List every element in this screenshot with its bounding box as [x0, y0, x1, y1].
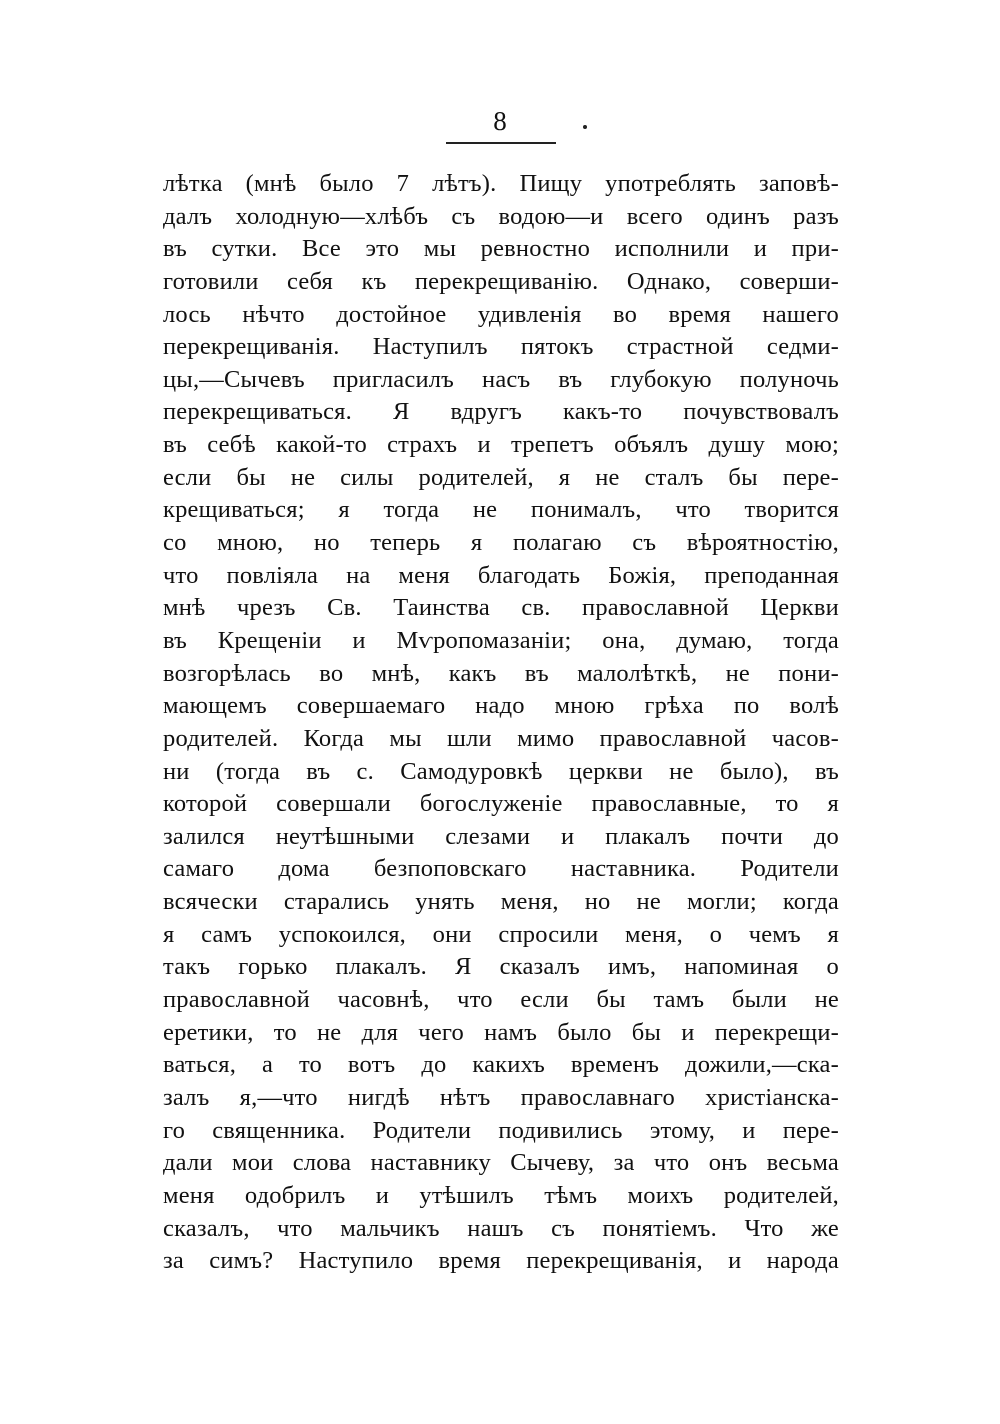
text-line: перекрещиваться. Я вдругъ какъ-то почувствовалъ — [163, 398, 839, 426]
text-line: лось нѣчто достойное удивленія во время нашего — [163, 300, 839, 328]
text-line: перекрещиванія. Наступилъ пятокъ страстной седми- — [163, 333, 839, 361]
text-line: сказалъ, что мальчикъ нашъ съ понятіемъ. Что же — [163, 1214, 839, 1242]
text-line: ваться, а то вотъ до какихъ временъ дожили,—ска- — [163, 1051, 839, 1079]
text-line: мающемъ совершаемаго надо мною грѣха по волѣ — [163, 692, 839, 720]
text-line: цы,—Сычевъ пригласилъ насъ въ глубокую полуночь — [163, 365, 839, 393]
text-line: самаго дома безпоповскаго наставника. Родители — [163, 855, 839, 883]
text-line: залъ я,—что нигдѣ нѣтъ православнаго христіанска- — [163, 1083, 839, 1111]
text-line: дали мои слова наставнику Сычеву, за что онъ весьма — [163, 1149, 839, 1177]
text-line: мнѣ чрезъ Св. Таинства св. православной Церкви — [163, 594, 839, 622]
text-line: за симъ? Наступило время перекрещиванія, и народа — [163, 1247, 839, 1275]
text-line: такъ горько плакалъ. Я сказалъ имъ, напоминая о — [163, 953, 839, 981]
text-line: залился неутѣшными слезами и плакалъ почти до — [163, 822, 839, 850]
page-number-rule — [446, 142, 556, 144]
text-line: возгорѣлась во мнѣ, какъ въ малолѣткѣ, не пони- — [163, 659, 839, 687]
text-line: православной часовнѣ, что если бы тамъ были не — [163, 986, 839, 1014]
text-line: готовили себя къ перекрещиванію. Однако, соверши- — [163, 267, 839, 295]
text-line: въ Крещеніи и Мѵропомазаніи; она, думаю, тогда — [163, 626, 839, 654]
text-line: лѣтка (мнѣ было 7 лѣтъ). Пищу употреблять заповѣ- — [163, 170, 839, 197]
text-line: въ себѣ какой-то страхъ и трепетъ объялъ душу мою; — [163, 431, 839, 459]
text-line: далъ холодную—хлѣбъ съ водою—и всего одинъ разъ — [163, 202, 839, 230]
text-line: меня одобрилъ и утѣшилъ тѣмъ моихъ родителей, — [163, 1181, 839, 1209]
text-line: крещиваться; я тогда не понималъ, что творится — [163, 496, 839, 524]
text-line: если бы не силы родителей, я не сталъ бы пере- — [163, 463, 839, 491]
text-line: го священника. Родители подивились этому, и пере- — [163, 1116, 839, 1144]
print-speck — [583, 125, 587, 129]
text-line: которой совершали богослуженіе православные, то я — [163, 790, 839, 818]
text-line: родителей. Когда мы шли мимо православной часов- — [163, 724, 839, 752]
body-text — [163, 168, 839, 1278]
text-line: всячески старались унять меня, но не могли; когда — [163, 888, 839, 916]
text-line: ни (тогда въ с. Самодуровкѣ церкви не было), въ — [163, 757, 839, 785]
text-line: со мною, но теперь я полагаю съ вѣроятностію, — [163, 529, 839, 557]
text-line: еретики, то не для чего намъ было бы и перекрещи- — [163, 1018, 839, 1046]
text-line: я самъ успокоился, они спросили меня, о чемъ я — [163, 920, 839, 948]
text-line: въ сутки. Все это мы ревностно исполнили и при- — [163, 235, 839, 263]
text-line: что повліяла на меня благодать Божія, преподанная — [163, 561, 839, 589]
page-number: 8 — [493, 106, 507, 136]
